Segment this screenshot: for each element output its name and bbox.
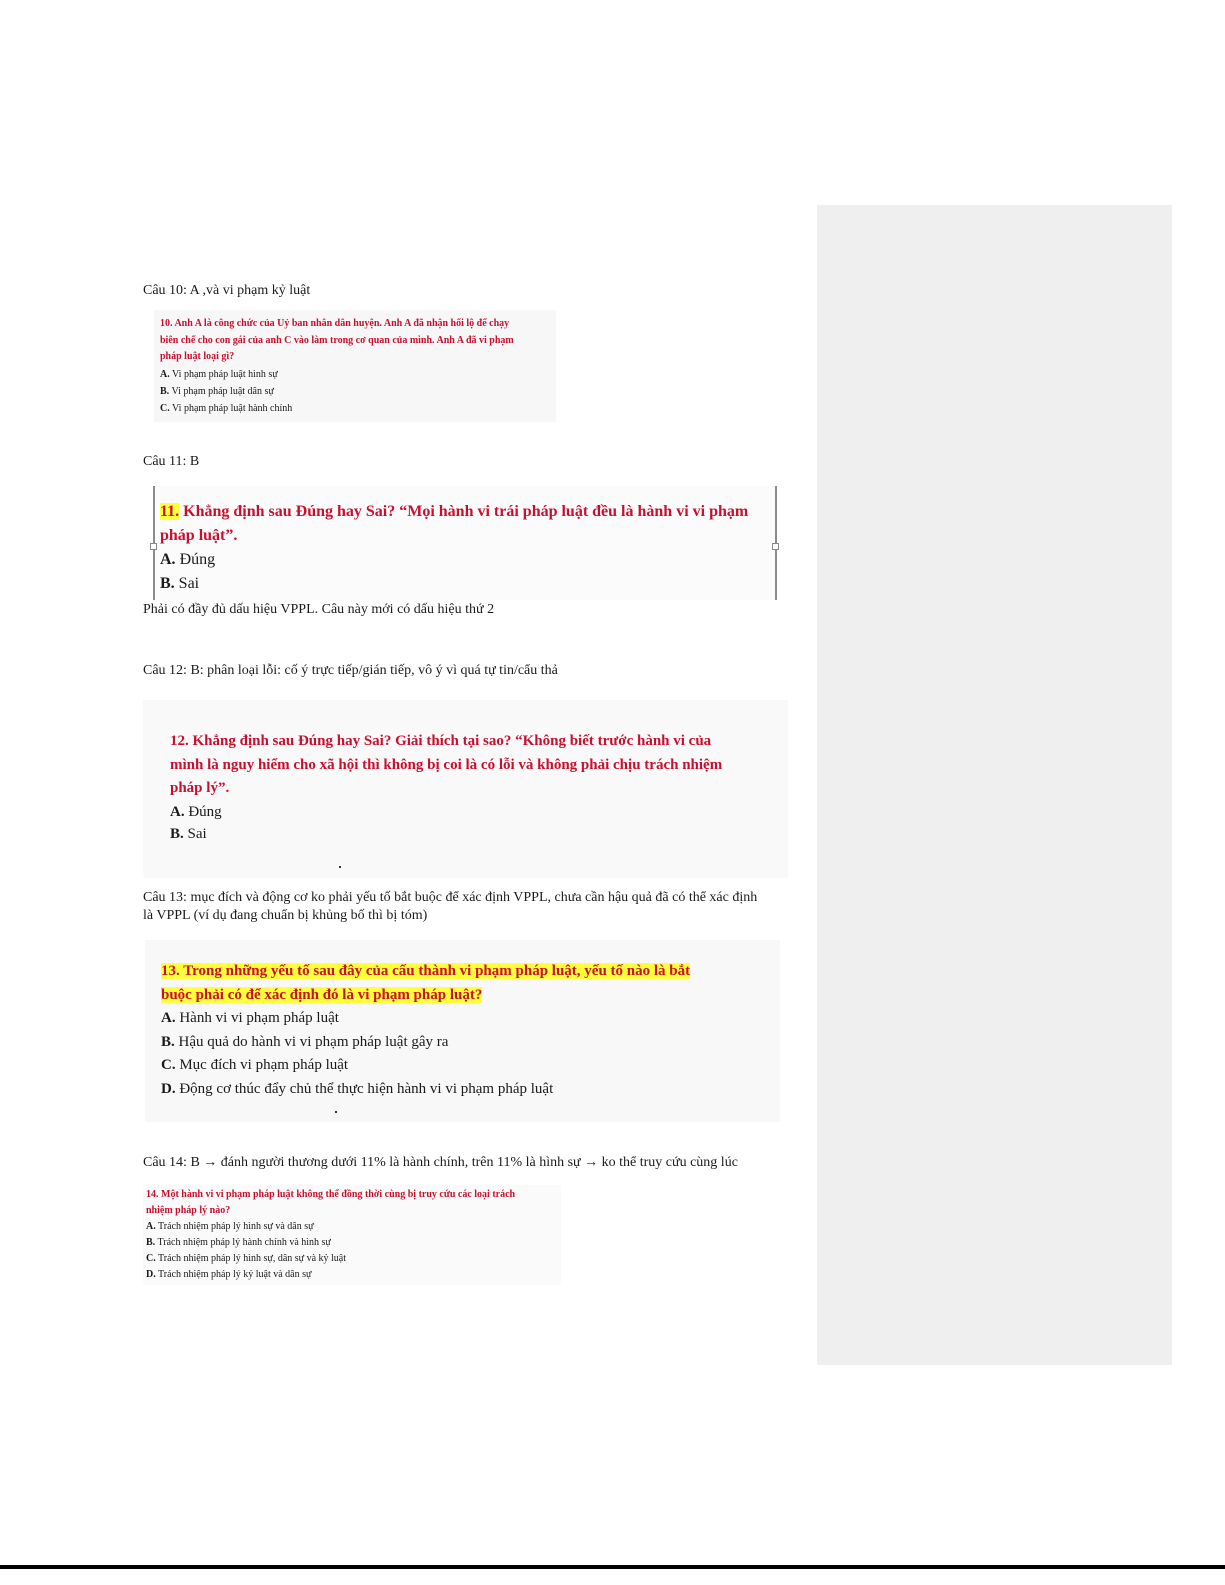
question-image-14 [143, 1185, 561, 1285]
question-13-option-a: A. Hành vi vi phạm pháp luật [161, 1010, 339, 1026]
question-13-option-d: D. Động cơ thúc đẩy chủ thể thực hiện hành vi vi phạm pháp luật [161, 1080, 554, 1097]
question-10-option-b: B. Vi phạm pháp luật dân sự [160, 385, 274, 397]
speck [339, 866, 341, 868]
question-11-line-2: pháp luật”. [160, 527, 238, 544]
answer-note-10: Câu 10: A ,và vi phạm kỷ luật [143, 283, 311, 298]
answer-note-12: Câu 12: B: phân loại lỗi: cố ý trực tiếp/gián tiếp, vô ý vì quá tự tin/cẩu thả [143, 663, 558, 678]
answer-note-13-line-2: là VPPL (ví dụ đang chuẩn bị khủng bố thì bị tóm) [143, 908, 428, 923]
question-14-line-1: 14. Một hành vi vi phạm pháp luật không thể đồng thời cùng bị truy cứu các loại trách [146, 1189, 516, 1200]
question-image-13 [145, 940, 780, 1122]
question-10-option-c: C. Vi phạm pháp luật hành chính [160, 402, 293, 414]
question-12-option-b: B. Sai [170, 826, 207, 842]
page-bottom-border [0, 1565, 1225, 1569]
resize-handle-left[interactable] [150, 543, 157, 550]
speck [335, 1111, 337, 1113]
question-11-option-b: B. Sai [160, 575, 200, 592]
question-10-line-1: 10. Anh A là công chức của Uỷ ban nhân dân huyện. Anh A đã nhận hối lộ để chạy [160, 318, 510, 329]
question-10-line-3: pháp luật loại gì? [160, 351, 235, 362]
question-14-option-d: D. Trách nhiệm pháp lý kỷ luật và dân sự [146, 1269, 312, 1280]
question-10-line-2: biên chế cho con gái của anh C vào làm trong cơ quan của mình. Anh A đã vi phạm [160, 334, 514, 346]
question-image-12 [143, 700, 788, 878]
question-11-option-a: A. Đúng [160, 551, 216, 568]
question-12-line-1: 12. Khẳng định sau Đúng hay Sai? Giải thích tại sao? “Không biết trước hành vi của [170, 733, 712, 749]
question-10-option-a: A. Vi phạm pháp luật hình sự [160, 368, 278, 380]
question-11-line-1: 11. Khẳng định sau Đúng hay Sai? “Mọi hành vi trái pháp luật đều là hành vi vi phạm [160, 503, 749, 520]
question-image-11 [153, 486, 777, 600]
question-13-line-1: 13. Trong những yếu tố sau đây của cấu thành vi phạm pháp luật, yếu tố nào là bắt [161, 963, 691, 979]
question-13-option-c: C. Mục đích vi phạm pháp luật [161, 1057, 349, 1073]
comment-pane [817, 205, 1172, 1365]
answer-explanation-11: Phải có đầy đủ dấu hiệu VPPL. Câu này mới có dấu hiệu thứ 2 [143, 602, 495, 617]
resize-handle-right[interactable] [772, 543, 779, 550]
question-13-option-b: B. Hậu quả do hành vi vi phạm pháp luật gây ra [161, 1033, 449, 1050]
question-14-option-c: C. Trách nhiệm pháp lý hình sự, dân sự và kỷ luật [146, 1253, 347, 1264]
question-12-line-3: pháp lý”. [170, 780, 230, 796]
question-14-option-a: A. Trách nhiệm pháp lý hình sự và dân sự [146, 1221, 314, 1232]
question-13-line-2: buộc phải có để xác định đó là vi phạm pháp luật? [161, 987, 483, 1003]
question-14-line-2: nhiệm pháp lý nào? [146, 1205, 231, 1216]
answer-note-11: Câu 11: B [143, 454, 200, 469]
answer-note-13-line-1: Câu 13: mục đích và động cơ ko phải yếu tố bắt buộc để xác định VPPL, chưa cần hậu quả đã có thể xác định [143, 890, 758, 905]
answer-note-14: Câu 14: B → đánh người thương dưới 11% là hành chính, trên 11% là hình sự → ko thể truy cứu cùng lúc [143, 1155, 738, 1170]
question-image-10 [154, 310, 556, 422]
question-12-line-2: mình là nguy hiểm cho xã hội thì không bị coi là có lỗi và không phải chịu trách nhiệm [170, 756, 723, 773]
question-14-option-b: B. Trách nhiệm pháp lý hành chính và hình sự [146, 1237, 331, 1248]
question-12-option-a: A. Đúng [170, 803, 222, 820]
